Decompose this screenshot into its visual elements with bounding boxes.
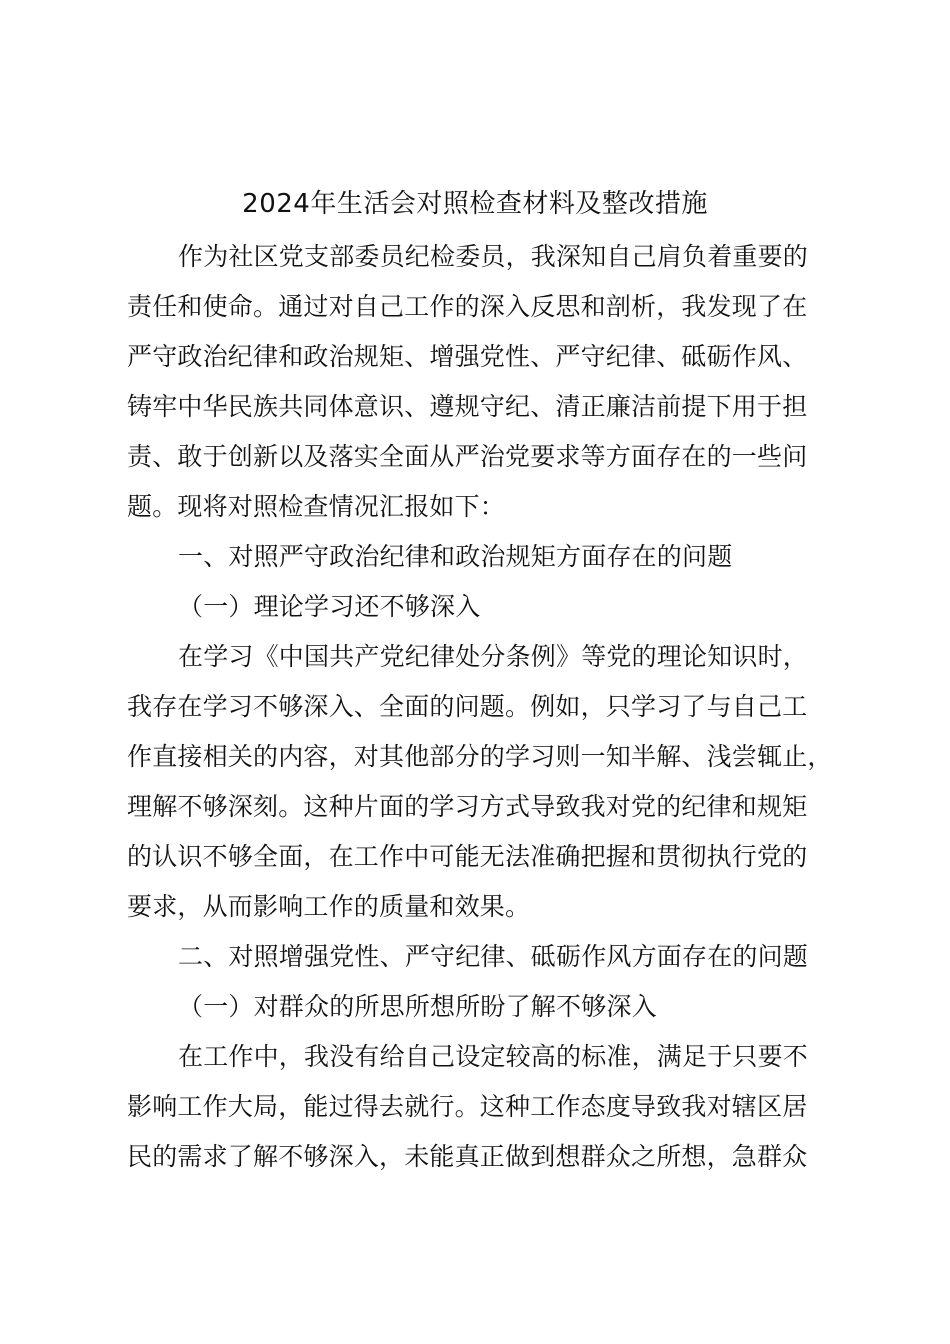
body-line: （一）理论学习还不够深入 [178,592,481,621]
body-line: 一、对照严守政治纪律和政治规矩方面存在的问题 [178,542,733,571]
body-line: 二、对照增强党性、严守纪律、砥砺作风方面存在的问题 [178,942,809,971]
body-line: 理解不够深刻。这种片面的学习方式导致我对党的纪律和规矩 [127,792,808,821]
body-line: 我存在学习不够深入、全面的问题。例如，只学习了与自己工 [127,692,808,721]
body-line: （一）对群众的所思所想所盼了解不够深入 [178,992,657,1021]
body-line: 影响工作大局，能过得去就行。这种工作态度导致我对辖区居 [127,1092,808,1121]
body-line: 严守政治纪律和政治规矩、增强党性、严守纪律、砥砺作风、 [127,342,808,371]
body-line: 责、敢于创新以及落实全面从严治党要求等方面存在的一些问 [127,442,808,471]
body-line: 在工作中，我没有给自己设定较高的标准，满足于只要不 [178,1042,809,1071]
body-line: 铸牢中华民族共同体意识、遵规守纪、清正廉洁前提下用于担 [127,392,808,421]
body-line: 作为社区党支部委员纪检委员，我深知自己肩负着重要的 [178,242,809,271]
document-body [127,232,839,1182]
body-line: 要求，从而影响工作的质量和效果。 [127,892,531,921]
body-line: 责任和使命。通过对自己工作的深入反思和剖析，我发现了在 [127,292,808,321]
body-line: 的认识不够全面，在工作中可能无法准确把握和贯彻执行党的 [127,842,808,871]
body-line: 民的需求了解不够深入，未能真正做到想群众之所想，急群众 [127,1142,808,1171]
body-line: 题。现将对照检查情况汇报如下： [127,492,506,521]
document-title: 2024年生活会对照检查材料及整改措施 [242,189,708,219]
body-line: 在学习《中国共产党纪律处分条例》等党的理论知识时， [178,642,809,671]
body-line: 作直接相关的内容，对其他部分的学习则一知半解、浅尝辄止， [127,742,833,771]
